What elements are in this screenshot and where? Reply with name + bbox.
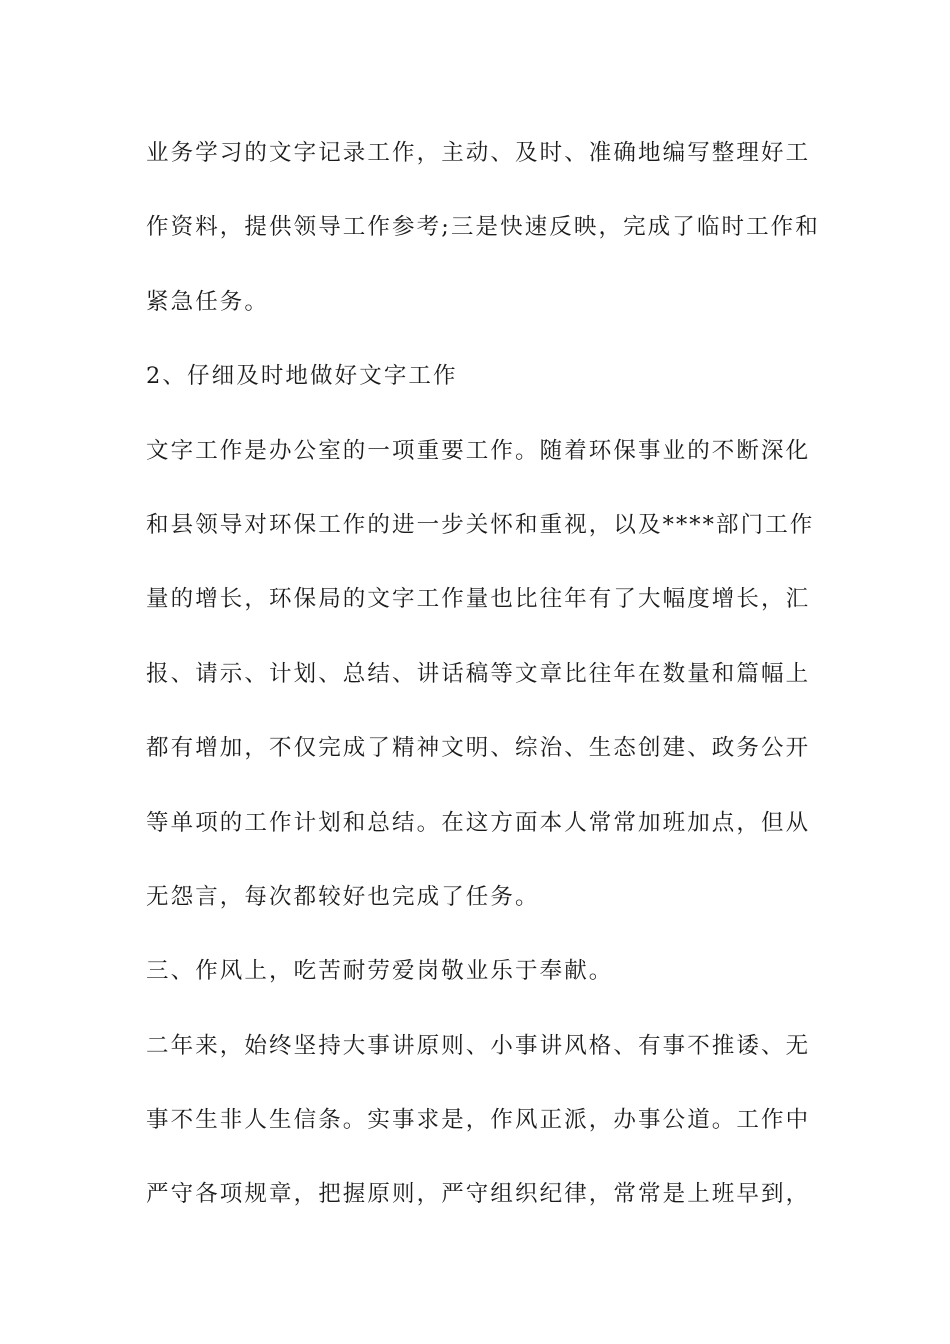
document-body: [146, 131, 826, 1247]
text-line: 事不生非人生信条。实事求是，作风正派，办事公道。工作中: [146, 1107, 811, 1134]
text-line: 都有增加，不仅完成了精神文明、综治、生态创建、政务公开: [146, 735, 811, 762]
text-line: 二年来，始终坚持大事讲原则、小事讲风格、有事不推诿、无: [146, 1032, 811, 1059]
text-line: 等单项的工作计划和总结。在这方面本人常常加班加点，但从: [146, 809, 811, 836]
text-line: 无怨言，每次都较好也完成了任务。: [146, 883, 540, 910]
section-heading: 三、作风上，吃苦耐劳爱岗敬业乐于奉献。: [146, 958, 614, 985]
text-line: 作资料，提供领导工作参考;三是快速反映，完成了临时工作和: [146, 214, 820, 241]
text-line: 业务学习的文字记录工作，主动、及时、准确地编写整理好工: [146, 140, 811, 166]
text-line: 量的增长，环保局的文字工作量也比往年有了大幅度增长，汇: [146, 586, 811, 613]
text-line: 严守各项规章，把握原则，严守组织纪律，常常是上班早到，: [146, 1181, 811, 1208]
section-heading: 2、仔细及时地做好文字工作: [146, 363, 458, 390]
text-line: 和县领导对环保工作的进一步关怀和重视，以及****部门工作: [146, 511, 815, 538]
text-line: 文字工作是办公室的一项重要工作。随着环保事业的不断深化: [146, 437, 811, 464]
text-line: 报、请示、计划、总结、讲话稿等文章比往年在数量和篇幅上: [146, 660, 811, 687]
text-line: 紧急任务。: [146, 288, 270, 315]
